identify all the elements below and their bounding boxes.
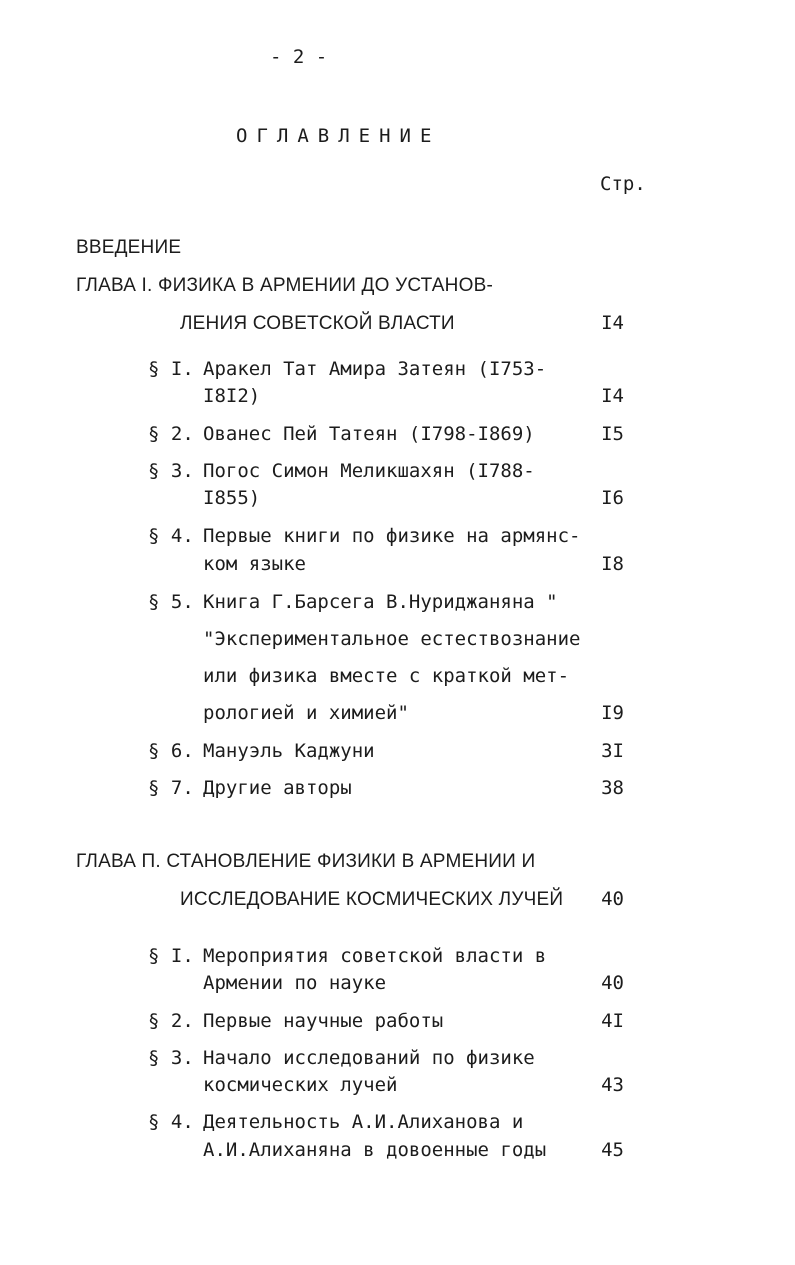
- ch1-sec1-mark: § I.: [148, 358, 194, 380]
- ch1-sec4-line2: ком языке: [203, 553, 306, 575]
- ch2-sec4-page: 45: [601, 1139, 624, 1161]
- chapter2-title-line2: ИССЛЕДОВАНИЕ КОСМИЧЕСКИХ ЛУЧЕЙ: [180, 889, 564, 910]
- ch1-sec5-line2: "Экспериментальное естествознание: [203, 628, 581, 650]
- ch2-sec4-line2: А.И.Алиханяна в довоенные годы: [203, 1139, 547, 1161]
- ch1-sec6-line1: Мануэль Каджуни: [203, 740, 375, 762]
- ch1-sec3-page: I6: [601, 487, 624, 509]
- ch1-sec6-mark: § 6.: [148, 740, 194, 762]
- ch1-sec7-mark: § 7.: [148, 777, 194, 799]
- ch2-sec1-line2: Армении по науке: [203, 972, 387, 994]
- chapter1-title-line2: ЛЕНИЯ СОВЕТСКОЙ ВЛАСТИ: [180, 313, 455, 334]
- ch1-sec2-mark: § 2.: [148, 423, 194, 445]
- ch2-sec4-line1: Деятельность А.И.Алиханова и: [203, 1111, 524, 1133]
- ch1-sec2-line1: Ованес Пей Татеян (I798-I869): [203, 423, 535, 445]
- ch2-sec1-page: 40: [601, 972, 624, 994]
- toc-title: ОГЛАВЛЕНИЕ: [236, 125, 441, 147]
- ch2-sec3-page: 43: [601, 1074, 624, 1096]
- page-number: - 2 -: [270, 46, 328, 68]
- ch1-sec5-line4: рологией и химией": [203, 702, 409, 724]
- page-column-header: Стр.: [600, 173, 646, 195]
- chapter2-title-line1: ГЛАВА П. СТАНОВЛЕНИЕ ФИЗИКИ В АРМЕНИИ И: [76, 851, 536, 872]
- ch1-sec1-line1: Аракел Тат Амира Затеян (I753-: [203, 358, 547, 380]
- ch2-sec3-line1: Начало исследований по физике: [203, 1047, 535, 1069]
- ch1-sec4-page: I8: [601, 553, 624, 575]
- ch2-sec4-mark: § 4.: [148, 1111, 194, 1133]
- ch2-sec2-mark: § 2.: [148, 1010, 194, 1032]
- ch1-sec5-page: I9: [601, 702, 624, 724]
- ch1-sec1-line2: I8I2): [203, 385, 261, 407]
- ch2-sec2-line1: Первые научные работы: [203, 1010, 444, 1032]
- ch1-sec4-mark: § 4.: [148, 525, 194, 547]
- ch1-sec6-page: 3I: [601, 740, 624, 762]
- chapter1-title-line1: ГЛАВА I. ФИЗИКА В АРМЕНИИ ДО УСТАНОВ-: [76, 275, 493, 296]
- ch1-sec3-line1: Погос Симон Меликшахян (I788-: [203, 460, 535, 482]
- ch1-sec3-mark: § 3.: [148, 460, 194, 482]
- ch1-sec3-line2: I855): [203, 487, 261, 509]
- ch1-sec2-page: I5: [601, 423, 624, 445]
- ch1-sec7-page: 38: [601, 777, 624, 799]
- intro-heading: ВВЕДЕНИЕ: [76, 237, 182, 258]
- ch2-sec1-mark: § I.: [148, 945, 194, 967]
- ch1-sec1-page: I4: [601, 385, 624, 407]
- ch2-sec1-line1: Мероприятия советской власти в: [203, 945, 547, 967]
- chapter2-page: 40: [601, 888, 624, 910]
- ch1-sec5-line3: или физика вместе с краткой мет-: [203, 665, 570, 687]
- ch2-sec3-line2: космических лучей: [203, 1074, 398, 1096]
- ch1-sec5-line1: Книга Г.Барсега В.Нуриджаняна ": [203, 591, 558, 613]
- ch2-sec2-page: 4I: [601, 1010, 624, 1032]
- ch1-sec4-line1: Первые книги по физике на армянс-: [203, 525, 581, 547]
- chapter1-page: I4: [601, 312, 624, 334]
- ch1-sec5-mark: § 5.: [148, 591, 194, 613]
- ch2-sec3-mark: § 3.: [148, 1047, 194, 1069]
- ch1-sec7-line1: Другие авторы: [203, 777, 352, 799]
